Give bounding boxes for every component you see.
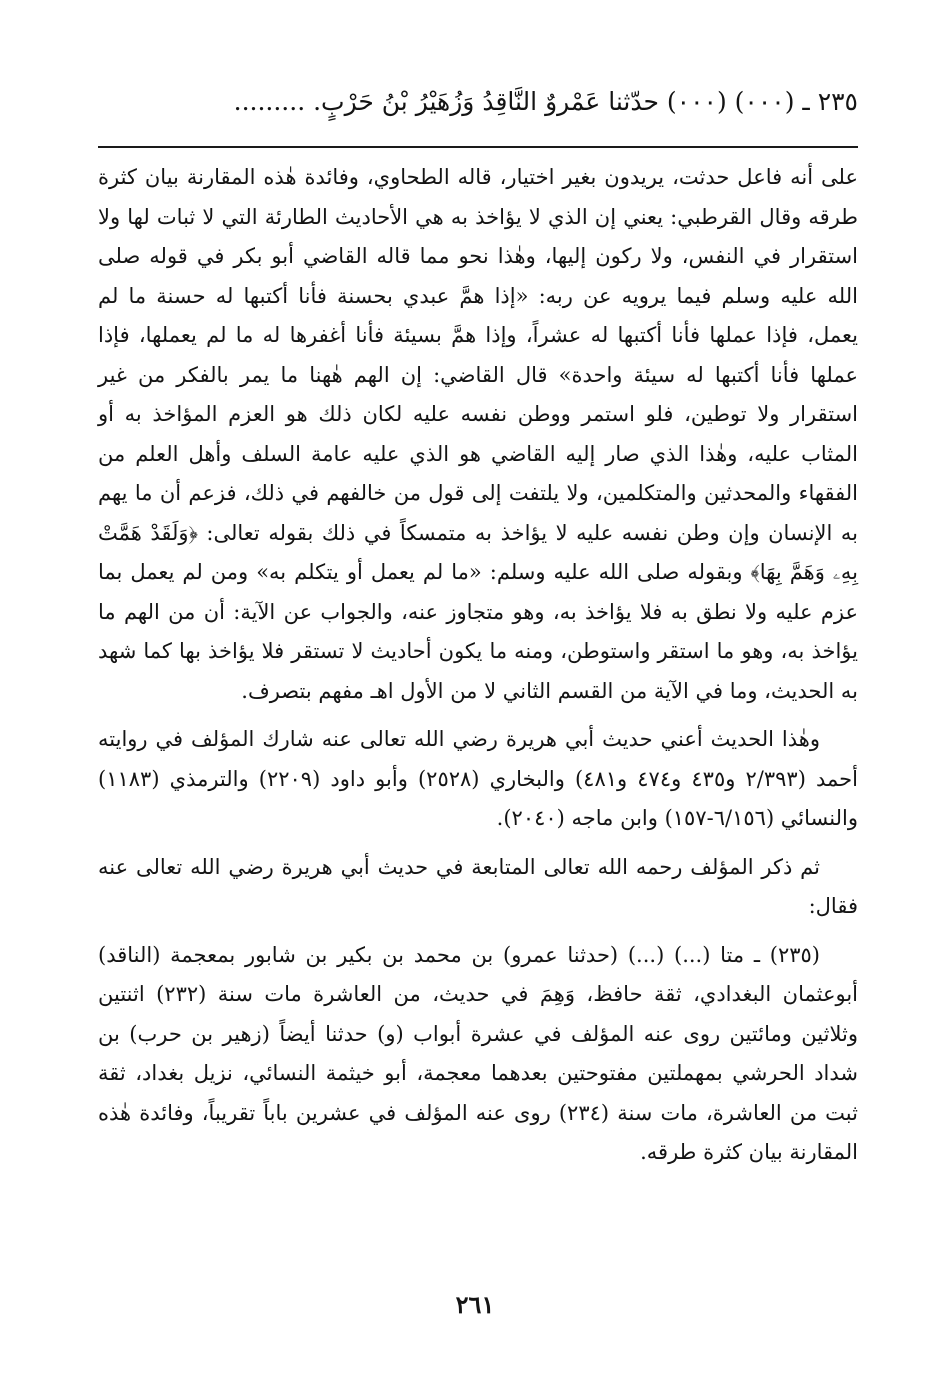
narrator-paragraph: (٢٣٥) ـ متا (...) (...) (حدثنا عمرو) بن محمد بن بكير بن شابور بمعجمة (الناقد) أبوعثمان البغدادي، ثقة حافظ، وَهِمَ في حديث، من العاشرة مات سنة (٢٣٢) اثنتين وثلاثين ومائتين روى عنه المؤلف في عشرة أبواب (و) حدثنا أيضاً (زهير بن حرب) بن شداد الحرشي بمهملتين مفتوحتين بعدهما معجمة، أبو خيثمة النسائي، نزيل بغداد، ثقة ثبت من العاشرة، مات سنة (٢٣٤) روى عنه المؤلف في عشرين باباً تقريباً، وفائدة هٰذه المقارنة بيان كثرة طرقه.: [98, 942, 859, 1164]
running-header: ٢٣٥ ـ (٠٠٠) (٠٠٠) حدّثنا عَمْروٌ النَّاقِدُ وَزُهَيْرُ بْنُ حَرْبٍ. .........: [233, 87, 858, 116]
commentary-body: [98, 158, 858, 1173]
transition-paragraph: ثم ذكر المؤلف رحمه الله تعالى المتابعة في حديث أبي هريرة رضي الله تعالى عنه فقال:: [98, 854, 858, 918]
commentary-paragraph: على أنه فاعل حدثت، يريدون بغير اختيار، قاله الطحاوي، وفائدة هٰذه المقارنة بيان كثرة طرقه وقال القرطبي: يعني إن الذي لا يؤاخذ به هي الأحاديث الطارئة التي لا ثبات لها ولا استقرار في النفس، ولا ركون إليها، وهٰذا نحو مما قاله القاضي أبو بكر في قوله صلى الله عليه وسلم فيما يرويه عن ربه: «إذا همَّ عبدي بحسنة فأنا أكتبها له حسنة ما لم يعمل، فإذا عملها فأنا أكتبها له عشراً، وإذا همَّ بسيئة فأنا أغفرها له ما لم يعملها، فإذا عملها فأنا أكتبها له سيئة واحدة» قال القاضي: إن الهم هٰهنا ما يمر بالفكر من غير استقرار ولا توطين، فلو استمر ووطن نفسه عليه لكان ذلك هو العزم المؤاخذ به أو المثاب عليه، وهٰذا الذي صار إليه القاضي هو الذي عليه عامة السلف وأهل العلم من الفقهاء والمحدثين والمتكلمين، ولا يلتفت إلى قول من خالفهم في ذلك، فزعم أن ما يهم به الإنسان وإن وطن نفسه عليه لا يؤاخذ به متمسكاً في ذلك بقوله تعالى: ﴿وَلَقَدْ هَمَّتْ بِهِۦ وَهَمَّ بِهَا﴾ وبقوله صلى الله عليه وسلم: «ما لم يعمل أو يتكلم به» ومن لم يعمل بما عزم عليه ولا نطق به فلا يؤاخذ به، وهو متجاوز عنه، والجواب عن الآية: أن من الهم ما يؤاخذ به، وهو ما استقر واستوطن، ومنه ما يكون أحاديث لا تستقر فلا يؤاخذ بها كما شهد به الحديث، وما في الآية من القسم الثاني لا من الأول اهـ مفهم بتصرف.: [98, 165, 858, 703]
page-number: ٢٦١: [455, 1290, 495, 1319]
header-divider: [98, 146, 858, 148]
takhrij-paragraph: وهٰذا الحديث أعني حديث أبي هريرة رضي الله تعالى عنه شارك المؤلف في روايته أحمد (٢/٣٩٣ و٤٣٥ و٤٧٤ و٤٨١) والبخاري (٢٥٢٨) وأبو داود (٢٢٠٩) والترمذي (١١٨٣) والنسائي (٦/١٥٦-١٥٧) وابن ماجه (٢٠٤٠).: [98, 727, 858, 830]
